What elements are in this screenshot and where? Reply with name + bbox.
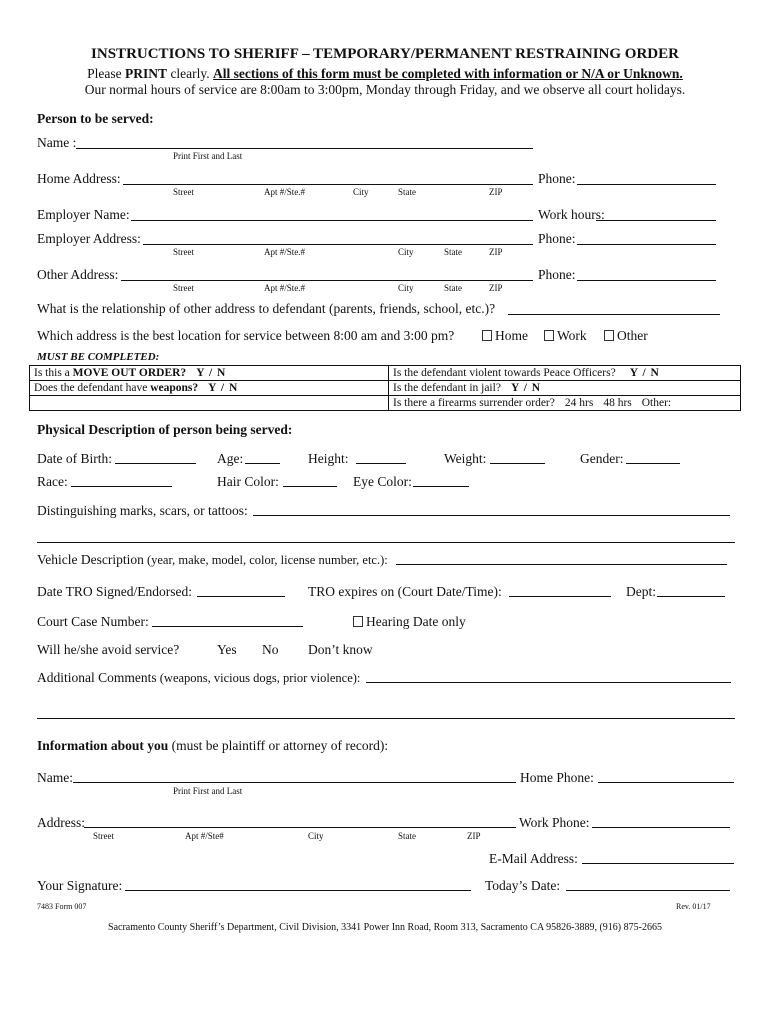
marks-field-line2[interactable]	[37, 542, 735, 543]
you-name-hint: Print First and Last	[173, 786, 243, 796]
vehicle-field[interactable]	[396, 564, 727, 565]
home-phone-field[interactable]	[577, 184, 716, 185]
addr-hint-apt: Apt #/Ste.#	[264, 187, 306, 197]
marks-label: Distinguishing marks, scars, or tattoos:	[37, 503, 248, 518]
violent-cell[interactable]: Is the defendant violent towards Peace Officers? Y / N	[389, 366, 741, 381]
relationship-field[interactable]	[508, 314, 720, 315]
work-phone-label: Work Phone:	[519, 815, 590, 830]
other-checkbox[interactable]	[604, 330, 614, 341]
jail-cell[interactable]: Is the defendant in jail? Y / N	[389, 381, 741, 396]
height-field[interactable]	[356, 463, 406, 464]
addr-hint-state: State	[444, 247, 462, 257]
dept-label: Dept:	[626, 584, 656, 599]
addr-hint-street: Street	[173, 283, 194, 293]
hearing-checkbox[interactable]	[353, 616, 363, 627]
home-address-label: Home Address:	[37, 171, 121, 186]
hair-field[interactable]	[283, 486, 337, 487]
tro-signed-field[interactable]	[197, 596, 285, 597]
hearing-only-option[interactable]: Hearing Date only	[353, 614, 466, 630]
you-work-phone-field[interactable]	[592, 827, 730, 828]
addr-hint-street: Street	[173, 247, 194, 257]
avoid-yes-option[interactable]: Yes	[217, 642, 237, 657]
work-hours-field[interactable]	[596, 220, 716, 221]
avoid-dont-know-option[interactable]: Don’t know	[308, 642, 373, 657]
you-name-field[interactable]	[73, 782, 516, 783]
dept-field[interactable]	[657, 596, 725, 597]
comments-label: Additional Comments (weapons, vicious dogs, prior violence):	[37, 670, 361, 685]
you-home-phone-field[interactable]	[598, 782, 734, 783]
hair-label: Hair Color:	[217, 474, 279, 489]
marks-field[interactable]	[253, 515, 730, 516]
work-hours-label: Work hours:	[538, 207, 605, 222]
weight-field[interactable]	[490, 463, 545, 464]
comments-field[interactable]	[366, 682, 731, 683]
addr-hint-zip: ZIP	[489, 187, 503, 197]
option-home[interactable]: Home	[482, 328, 528, 344]
served-heading: Person to be served:	[37, 111, 154, 126]
email-field[interactable]	[582, 863, 734, 864]
you-addr-hint-zip: ZIP	[467, 831, 481, 841]
must-complete-table	[29, 365, 741, 411]
physical-heading: Physical Description of person being served:	[37, 422, 293, 437]
print-instruction: Please PRINT clearly. All sections of this form must be completed with information or N/A or Unknown.	[87, 66, 683, 81]
home-address-field[interactable]	[123, 184, 533, 185]
other-phone-field[interactable]	[577, 280, 716, 281]
option-other[interactable]: Other	[604, 328, 648, 344]
employer-name-label: Employer Name:	[37, 207, 130, 222]
form-number: 7483 Form 007	[37, 902, 87, 911]
gender-field[interactable]	[626, 463, 680, 464]
addr-hint-apt: Apt #/Ste.#	[264, 283, 306, 293]
age-label: Age:	[217, 451, 244, 466]
vehicle-label: Vehicle Description (year, make, model, color, license number, etc.):	[37, 552, 388, 567]
signature-label: Your Signature:	[37, 878, 123, 893]
tro-expires-label: TRO expires on (Court Date/Time):	[308, 584, 502, 599]
you-addr-hint-apt: Apt #/Ste#	[185, 831, 224, 841]
form-title: INSTRUCTIONS TO SHERIFF – TEMPORARY/PERMANENT RESTRAINING ORDER	[91, 46, 679, 62]
firearms-cell[interactable]: Is there a firearms surrender order? 24 hrs 48 hrs Other:	[389, 396, 741, 411]
addr-hint-street: Street	[173, 187, 194, 197]
tro-signed-label: Date TRO Signed/Endorsed:	[37, 584, 192, 599]
department-footer: Sacramento County Sheriff’s Department, Civil Division, 3341 Power Inn Road, Room 313, Sacramento CA 95826-3889, (916) 875-2665	[108, 922, 662, 933]
home-phone-label: Phone:	[538, 171, 576, 186]
you-addr-hint-street: Street	[93, 831, 114, 841]
employer-address-label: Employer Address:	[37, 231, 141, 246]
gender-label: Gender:	[580, 451, 624, 466]
email-label: E-Mail Address:	[489, 851, 578, 866]
avoid-service-label: Will he/she avoid service?	[37, 642, 180, 657]
avoid-no-option[interactable]: No	[262, 642, 279, 657]
addr-hint-state: State	[398, 187, 416, 197]
addr-hint-apt: Apt #/Ste.#	[264, 247, 306, 257]
eye-label: Eye Color:	[353, 474, 412, 489]
you-addr-hint-city: City	[308, 831, 324, 841]
service-hours: Our normal hours of service are 8:00am to 3:00pm, Monday through Friday, and we observe all court holidays.	[84, 82, 686, 97]
served-name-hint: Print First and Last	[173, 151, 243, 161]
revision: Rev. 01/17	[676, 902, 711, 911]
you-heading: Information about you (must be plaintiff or attorney of record):	[37, 738, 389, 753]
todays-date-label: Today’s Date:	[485, 878, 561, 893]
case-number-field[interactable]	[152, 626, 303, 627]
age-field[interactable]	[245, 463, 280, 464]
employer-phone-field[interactable]	[577, 244, 716, 245]
addr-hint-zip: ZIP	[489, 247, 503, 257]
other-address-field[interactable]	[121, 280, 533, 281]
tro-expires-field[interactable]	[509, 596, 611, 597]
dob-label: Date of Birth:	[37, 451, 112, 466]
employer-phone-label: Phone:	[538, 231, 576, 246]
addr-hint-state: State	[444, 283, 462, 293]
addr-hint-zip: ZIP	[489, 283, 503, 293]
you-name-label: Name:	[37, 770, 73, 785]
work-checkbox[interactable]	[544, 330, 554, 341]
move-out-cell[interactable]: Is this a MOVE OUT ORDER? Y / N	[30, 366, 389, 381]
served-name-label: Name :	[37, 135, 77, 150]
height-label: Height:	[308, 451, 349, 466]
served-name-field[interactable]	[76, 148, 533, 149]
race-label: Race:	[37, 474, 68, 489]
best-location-question: Which address is the best location for service between 8:00 am and 3:00 pm?	[37, 328, 455, 343]
signature-field[interactable]	[125, 890, 471, 891]
case-number-label: Court Case Number:	[37, 614, 149, 629]
comments-field-line2[interactable]	[37, 718, 735, 719]
you-address-label: Address:	[37, 815, 85, 830]
home-phone-label: Home Phone:	[520, 770, 594, 785]
race-field[interactable]	[71, 486, 172, 487]
option-work[interactable]: Work	[544, 328, 587, 344]
other-phone-label: Phone:	[538, 267, 576, 282]
employer-name-field[interactable]	[131, 220, 533, 221]
you-address-field[interactable]	[84, 827, 516, 828]
weight-label: Weight:	[444, 451, 487, 466]
empty-cell	[30, 396, 389, 411]
weapons-cell[interactable]: Does the defendant have weapons? Y / N	[30, 381, 389, 396]
home-checkbox[interactable]	[482, 330, 492, 341]
relationship-question: What is the relationship of other address to defendant (parents, friends, school, etc.)?	[37, 301, 496, 316]
addr-hint-city: City	[353, 187, 369, 197]
must-complete-heading: MUST BE COMPLETED:	[37, 351, 160, 363]
other-address-label: Other Address:	[37, 267, 119, 282]
todays-date-field[interactable]	[566, 890, 730, 891]
employer-address-field[interactable]	[143, 244, 533, 245]
dob-field[interactable]	[115, 463, 196, 464]
eye-field[interactable]	[413, 486, 469, 487]
addr-hint-city: City	[398, 283, 414, 293]
addr-hint-city: City	[398, 247, 414, 257]
you-addr-hint-state: State	[398, 831, 416, 841]
